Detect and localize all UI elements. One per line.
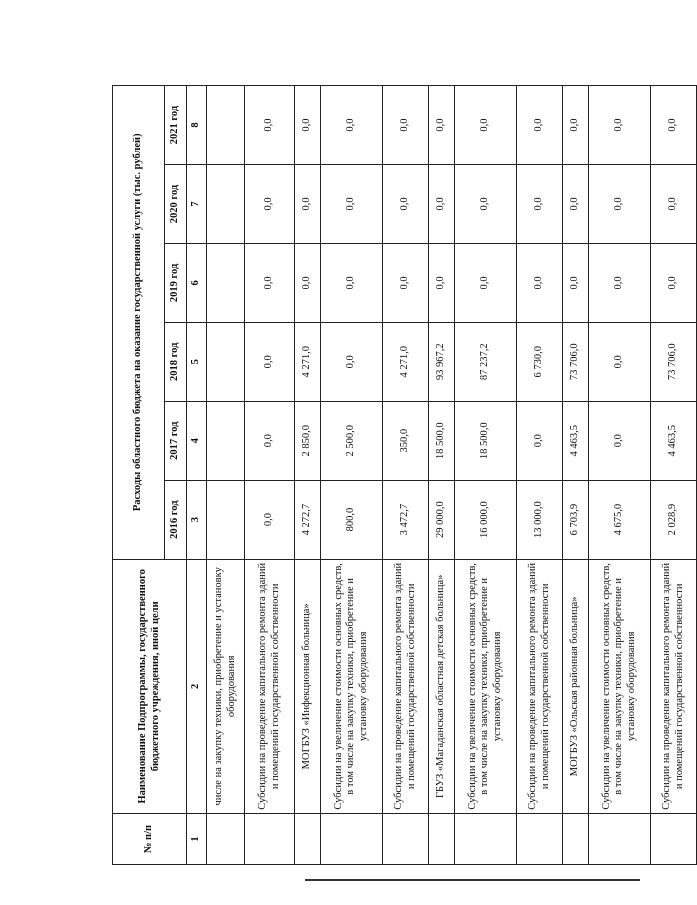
value-cell: 93 967,2: [429, 322, 455, 401]
row-number-cell: [295, 814, 321, 865]
row-name-cell: МОГБУЗ «Ольская районная больница»: [563, 559, 589, 814]
value-cell: 0,0: [429, 165, 455, 244]
value-cell: 18 500,0: [455, 401, 517, 480]
column-number: 2: [187, 559, 207, 814]
value-cell: 0,0: [245, 401, 295, 480]
value-cell: 73 706,0: [563, 322, 589, 401]
table-row: [321, 86, 383, 865]
value-cell: 73 706,0: [651, 322, 697, 401]
value-cell: 0,0: [383, 243, 429, 322]
row-name-cell: Субсидии на увеличение стоимости основных средств, в том числе на закупку техники, приобретение и установку оборудования: [455, 559, 517, 814]
value-cell: 2 850,0: [295, 401, 321, 480]
value-cell: 0,0: [295, 165, 321, 244]
rotated-table-wrapper: [112, 85, 685, 865]
value-cell: 0,0: [245, 480, 295, 559]
value-cell: 6 730,0: [517, 322, 563, 401]
value-cell: 13 000,0: [517, 480, 563, 559]
value-cell: 0,0: [517, 165, 563, 244]
table-row: [455, 86, 517, 865]
value-cell: 0,0: [651, 165, 697, 244]
row-name-cell: Субсидии на проведение капитального ремонта зданий и помещений государственной собственности: [383, 559, 429, 814]
value-cell: 0,0: [321, 86, 383, 165]
value-cell: 3 472,7: [383, 480, 429, 559]
value-cell: 0,0: [455, 165, 517, 244]
value-cell: 4 463,5: [651, 401, 697, 480]
value-cell: 0,0: [245, 243, 295, 322]
value-cell: 0,0: [295, 86, 321, 165]
value-cell: 4 463,5: [563, 401, 589, 480]
value-cell: 0,0: [245, 86, 295, 165]
table-row: [517, 86, 563, 865]
value-cell: [207, 480, 245, 559]
header-year: 2021 год: [165, 86, 187, 165]
value-cell: 0,0: [563, 86, 589, 165]
row-name-cell: Субсидии на увеличение стоимости основных средств, в том числе на закупку техники, приобретение и установку оборудования: [589, 559, 651, 814]
row-number-cell: [321, 814, 383, 865]
value-cell: 0,0: [517, 86, 563, 165]
column-number: 4: [187, 401, 207, 480]
row-name-cell: Субсидии на проведение капитального ремонта зданий и помещений государственной собственности: [245, 559, 295, 814]
value-cell: 0,0: [517, 243, 563, 322]
header-expenses-group: Расходы областного бюджета на оказание государственной услуги (тыс. рублей): [113, 86, 165, 560]
value-cell: 4 271,0: [295, 322, 321, 401]
table-row: [383, 86, 429, 865]
value-cell: 0,0: [589, 165, 651, 244]
row-number-cell: [455, 814, 517, 865]
value-cell: 2 028,9: [651, 480, 697, 559]
value-cell: 0,0: [517, 401, 563, 480]
row-number-cell: [429, 814, 455, 865]
header-number: № п/п: [113, 814, 187, 865]
value-cell: 4 272,7: [295, 480, 321, 559]
row-number-cell: [383, 814, 429, 865]
value-cell: 0,0: [589, 86, 651, 165]
row-number-cell: [517, 814, 563, 865]
value-cell: [207, 86, 245, 165]
value-cell: 6 703,9: [563, 480, 589, 559]
value-cell: 0,0: [383, 165, 429, 244]
column-number: 5: [187, 322, 207, 401]
bottom-divider: [305, 879, 640, 881]
table-row: [295, 86, 321, 865]
row-name-cell: ГБУЗ «Магаданская областная детская больница»: [429, 559, 455, 814]
table-row: [589, 86, 651, 865]
value-cell: 0,0: [589, 322, 651, 401]
column-number: 8: [187, 86, 207, 165]
value-cell: 87 237,2: [455, 322, 517, 401]
header-year: 2017 год: [165, 401, 187, 480]
value-cell: 0,0: [321, 322, 383, 401]
row-name-cell: Субсидии на проведение капитального ремонта зданий и помещений государственной собственности: [651, 559, 697, 814]
row-number-cell: [207, 814, 245, 865]
column-number: 1: [187, 814, 207, 865]
column-number: 6: [187, 243, 207, 322]
value-cell: 0,0: [295, 243, 321, 322]
table-row: [245, 86, 295, 865]
table-row: [429, 86, 455, 865]
budget-table: [112, 85, 697, 865]
row-number-cell: [245, 814, 295, 865]
header-year: 2020 год: [165, 165, 187, 244]
table-row: [207, 86, 245, 865]
value-cell: 0,0: [383, 86, 429, 165]
value-cell: [207, 243, 245, 322]
value-cell: 0,0: [589, 243, 651, 322]
value-cell: [207, 165, 245, 244]
value-cell: 0,0: [429, 86, 455, 165]
value-cell: 0,0: [563, 243, 589, 322]
row-number-cell: [651, 814, 697, 865]
value-cell: 0,0: [429, 243, 455, 322]
value-cell: 4 271,0: [383, 322, 429, 401]
value-cell: 0,0: [245, 165, 295, 244]
column-number: 7: [187, 165, 207, 244]
header-name: Наименование Подпрограммы, государственного бюджетного учреждения, иной цели: [113, 559, 187, 814]
column-number: 3: [187, 480, 207, 559]
value-cell: 0,0: [455, 86, 517, 165]
value-cell: 18 500,0: [429, 401, 455, 480]
value-cell: 0,0: [321, 243, 383, 322]
column-numbers-row: [187, 86, 207, 865]
row-number-cell: [563, 814, 589, 865]
value-cell: 0,0: [589, 401, 651, 480]
value-cell: 800,0: [321, 480, 383, 559]
header-year: 2018 год: [165, 322, 187, 401]
value-cell: [207, 322, 245, 401]
row-name-cell: МОГБУЗ «Инфекционная больница»: [295, 559, 321, 814]
value-cell: 350,0: [383, 401, 429, 480]
value-cell: 0,0: [651, 86, 697, 165]
value-cell: 0,0: [651, 243, 697, 322]
value-cell: 0,0: [245, 322, 295, 401]
header-year: 2019 год: [165, 243, 187, 322]
value-cell: 0,0: [455, 243, 517, 322]
header-year: 2016 год: [165, 480, 187, 559]
value-cell: 16 000,0: [455, 480, 517, 559]
row-name-cell: числе на закупку техники, приобретение и установку оборудования: [207, 559, 245, 814]
value-cell: 4 675,0: [589, 480, 651, 559]
value-cell: [207, 401, 245, 480]
value-cell: 2 500,0: [321, 401, 383, 480]
value-cell: 0,0: [321, 165, 383, 244]
row-name-cell: Субсидии на увеличение стоимости основных средств, в том числе на закупку техники, приобретение и установку оборудования: [321, 559, 383, 814]
value-cell: 29 000,0: [429, 480, 455, 559]
table-row: [651, 86, 697, 865]
row-number-cell: [589, 814, 651, 865]
table-row: [563, 86, 589, 865]
value-cell: 0,0: [563, 165, 589, 244]
row-name-cell: Субсидии на проведение капитального ремонта зданий и помещений государственной собственности: [517, 559, 563, 814]
